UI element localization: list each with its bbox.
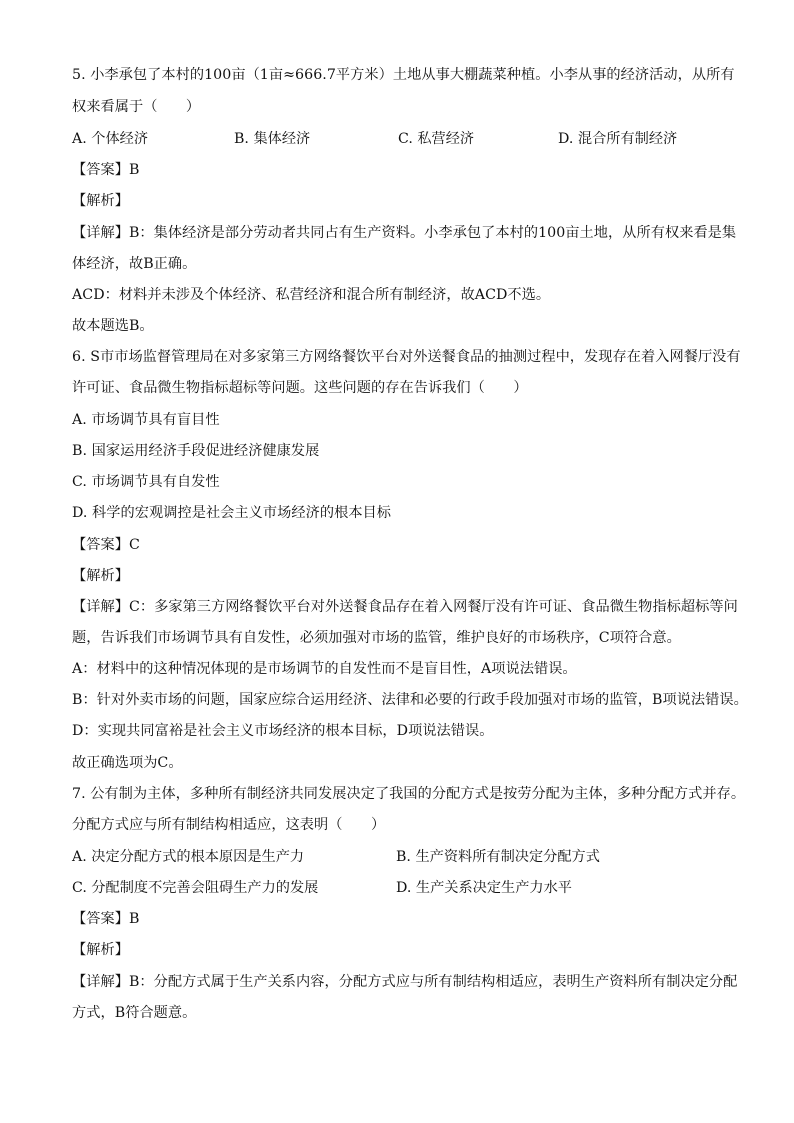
question-7-option-d: D. 生产关系决定生产力水平 xyxy=(396,880,572,896)
question-6-explanation-line-1: 【详解】C：多家第三方网络餐饮平台对外送餐食品存在着入网餐厅没有许可证、食品微生物指标超标等问 xyxy=(72,599,738,615)
question-6-answer: 【答案】C xyxy=(72,537,140,553)
question-5-explanation-line-1: 【详解】B：集体经济是部分劳动者共同占有生产资料。小李承包了本村的100亩土地，从所有权来看是集 xyxy=(72,225,737,241)
question-6-option-a: A. 市场调节具有盲目性 xyxy=(72,412,220,428)
question-7-option-c: C. 分配制度不完善会阻碍生产力的发展 xyxy=(72,880,319,896)
question-5-analysis-label: 【解析】 xyxy=(72,193,129,209)
question-7-answer: 【答案】B xyxy=(72,911,140,927)
question-7-stem-line-2: 分配方式应与所有制结构相适应，这表明（ ） xyxy=(72,817,386,833)
question-5-explanation-line-3: ACD：材料并未涉及个体经济、私营经济和混合所有制经济，故ACD不选。 xyxy=(72,287,551,303)
question-6-explanation-line-6: 故正确选项为C。 xyxy=(72,755,183,771)
question-5-stem-line-2: 权来看属于（ ） xyxy=(72,99,201,115)
question-5-option-a: A. 个体经济 xyxy=(72,131,149,147)
question-5-stem-line-1: 5. 小李承包了本村的100亩（1亩≈666.7平方米）土地从事大棚蔬菜种植。小李从事的经济活动，从所有 xyxy=(72,67,735,83)
question-6-explanation-line-5: D：实现共同富裕是社会主义市场经济的根本目标，D项说法错误。 xyxy=(72,723,494,739)
question-5-answer: 【答案】B xyxy=(72,162,140,178)
question-6-option-c: C. 市场调节具有自发性 xyxy=(72,474,220,490)
question-7-option-b: B. 生产资料所有制决定分配方式 xyxy=(396,849,600,865)
question-6-explanation-line-4: B：针对外卖市场的问题，国家应综合运用经济、法律和必要的行政手段加强对市场的监管，B项说法错误。 xyxy=(72,692,748,708)
question-6-option-d: D. 科学的宏观调控是社会主义市场经济的根本目标 xyxy=(72,505,392,521)
question-7-option-a: A. 决定分配方式的根本原因是生产力 xyxy=(72,849,305,865)
question-7-stem-line-1: 7. 公有制为主体，多种所有制经济共同发展决定了我国的分配方式是按劳分配为主体，多种分配方式并存。 xyxy=(72,786,746,802)
question-6-explanation-line-3: A：材料中的这种情况体现的是市场调节的自发性而不是盲目性，A项说法错误。 xyxy=(72,661,577,677)
question-5-explanation-line-4: 故本题选B。 xyxy=(72,318,154,334)
question-6-explanation-line-2: 题，告诉我们市场调节具有自发性，必须加强对市场的监管，维护良好的市场秩序，C项符合意。 xyxy=(72,630,681,646)
question-7-explanation-line-2: 方式，B符合题意。 xyxy=(72,1005,197,1021)
question-5-option-b: B. 集体经济 xyxy=(234,131,311,147)
question-6-option-b: B. 国家运用经济手段促进经济健康发展 xyxy=(72,443,320,459)
question-7-analysis-label: 【解析】 xyxy=(72,942,129,958)
question-5-option-d: D. 混合所有制经济 xyxy=(558,131,678,147)
question-5-option-c: C. 私营经济 xyxy=(398,131,475,147)
question-6-stem-line-1: 6. S市市场监督管理局在对多家第三方网络餐饮平台对外送餐食品的抽测过程中，发现存在着入网餐厅没有 xyxy=(72,349,741,365)
question-5-explanation-line-2: 体经济，故B正确。 xyxy=(72,256,197,272)
question-6-stem-line-2: 许可证、食品微生物指标超标等问题。这些问题的存在告诉我们（ ） xyxy=(72,380,528,396)
question-7-explanation-line-1: 【详解】B：分配方式属于生产关系内容，分配方式应与所有制结构相适应，表明生产资料所有制决定分配 xyxy=(72,974,738,990)
question-6-analysis-label: 【解析】 xyxy=(72,568,129,584)
